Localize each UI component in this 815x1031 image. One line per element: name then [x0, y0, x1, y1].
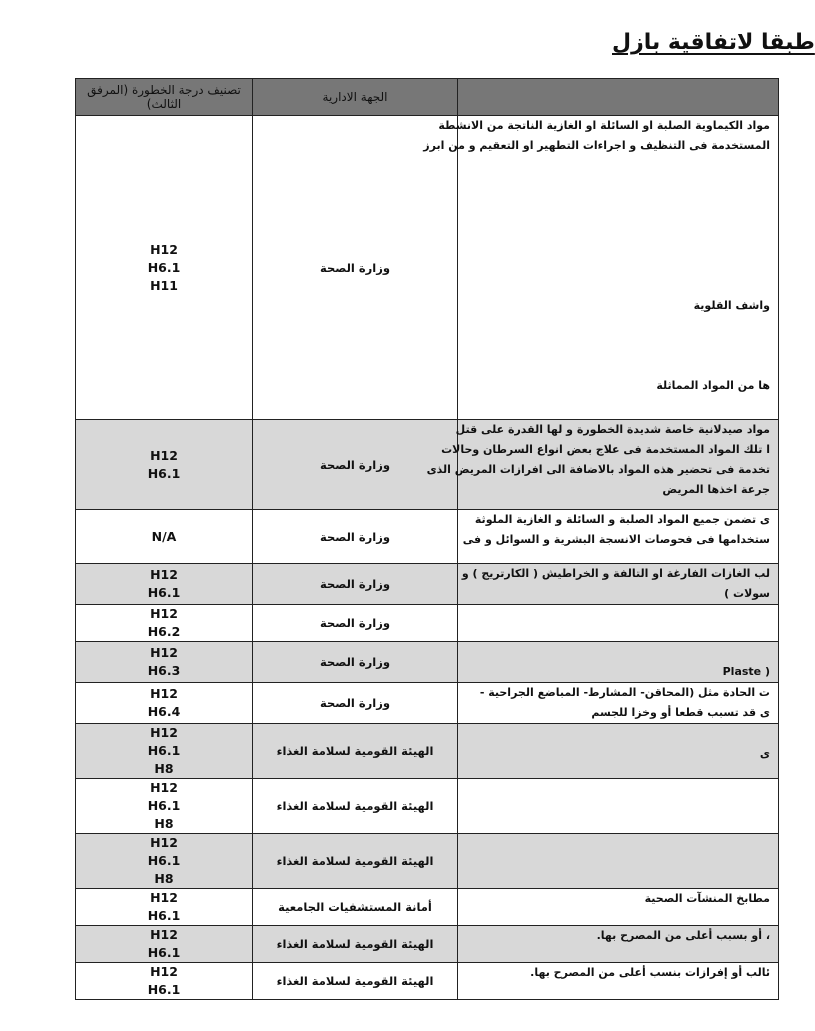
table-header-row	[76, 79, 779, 116]
waste-description-cell	[458, 564, 779, 605]
waste-description-cell	[458, 605, 779, 642]
description-line: ستخدامها فى فحوصات الانسجة البشرية و السوائل و فى	[462, 533, 770, 546]
description-line: ، أو بسبب أعلى من المصرح بها.	[596, 929, 770, 942]
description-line: ى	[759, 747, 770, 760]
administrative-authority-cell: وزارة الصحة	[253, 116, 458, 420]
hazard-code: H12	[150, 606, 178, 621]
administrative-authority-cell: الهيئة القومية لسلامة الغذاء	[253, 834, 458, 889]
hazard-classification-cell	[76, 420, 253, 510]
waste-description-cell	[458, 642, 779, 683]
waste-description-cell	[423, 116, 779, 420]
administrative-authority-cell: وزارة الصحة	[253, 420, 458, 510]
administrative-authority-cell: وزارة الصحة	[253, 564, 458, 605]
description-line	[458, 316, 778, 336]
description-line: مواد الكيماوية الصلبة او السائلة او الغازية الناتجة من الانشطة	[438, 119, 770, 132]
waste-description-cell	[458, 926, 779, 963]
hazard-code: H8	[154, 816, 174, 831]
hazard-code: H6.2	[147, 624, 181, 639]
description-line	[458, 216, 778, 236]
description-line: ا تلك المواد المستخدمة فى علاج بعض انواع السرطان وحالات	[441, 443, 770, 456]
waste-description-cell	[458, 510, 779, 564]
hazard-code: H12	[150, 964, 178, 979]
description-line: مواد صيدلانية خاصة شديدة الخطورة و لها القدرة على قتل	[455, 423, 770, 436]
description-line: ى قد تسبب قطعا أو وخزا للجسم	[591, 706, 770, 719]
hazard-classification-cell	[76, 779, 253, 834]
table-body	[76, 116, 779, 1000]
description-line	[458, 176, 778, 196]
document-title: طبقا لاتفاقية بازل	[612, 30, 815, 55]
description-line	[458, 276, 778, 296]
description-line: جرعة اخذها المريض	[662, 483, 770, 496]
table-row	[76, 642, 779, 683]
waste-description-cell	[458, 889, 779, 926]
administrative-authority-cell: أمانة المستشفيات الجامعية	[253, 889, 458, 926]
hazard-classification-cell	[76, 963, 253, 1000]
table-row	[76, 510, 779, 564]
description-line	[458, 356, 778, 376]
waste-description-cell	[458, 963, 779, 1000]
description-line: ئالب أو إفرازات بنسب أعلى من المصرح بها.	[530, 966, 770, 979]
description-line: واشف القلوية	[693, 299, 770, 312]
hazard-code: H6.1	[147, 585, 181, 600]
hazard-classification-cell	[76, 926, 253, 963]
hazard-classification-cell	[76, 605, 253, 642]
hazard-code: H6.1	[147, 982, 181, 997]
hazard-code: H12	[150, 890, 178, 905]
description-line: سولات )	[724, 587, 770, 600]
description-line	[458, 642, 778, 662]
hazard-code: H12	[150, 645, 178, 660]
hazard-code: H6.1	[147, 743, 181, 758]
description-line: ى تضمن جميع المواد الصلبة و السائلة و الغازية الملوثة	[474, 513, 770, 526]
hazard-code: H12	[150, 447, 178, 463]
hazard-code: H6.1	[147, 908, 181, 923]
hazard-classification-cell	[76, 683, 253, 724]
administrative-authority-cell: وزارة الصحة	[253, 510, 458, 564]
hazardous-waste-table	[75, 78, 779, 1000]
hazard-classification-cell	[76, 642, 253, 683]
hazard-classification-cell	[76, 724, 253, 779]
hazard-code: H6.1	[147, 465, 181, 481]
hazard-code: H8	[154, 761, 174, 776]
hazard-code: H6.1	[147, 853, 181, 868]
description-line: المستخدمة فى التنظيف و اجراءات التطهير او التعقيم و من ابرز	[423, 139, 770, 152]
table-row	[76, 779, 779, 834]
waste-description-cell	[458, 834, 779, 889]
description-line	[458, 336, 778, 356]
administrative-authority-cell: الهيئة القومية لسلامة الغذاء	[253, 963, 458, 1000]
description-line	[458, 724, 778, 744]
description-line	[458, 156, 778, 176]
header-administrative-authority: الجهة الادارية	[253, 79, 458, 116]
hazard-classification-cell	[76, 564, 253, 605]
table-row	[76, 724, 779, 779]
header-description	[458, 79, 779, 116]
table-row	[76, 889, 779, 926]
waste-description-cell	[426, 420, 779, 510]
waste-description-cell	[458, 724, 779, 779]
hazard-code: H6.1	[147, 798, 181, 813]
hazard-code: H12	[150, 686, 178, 701]
table-row	[76, 420, 779, 510]
description-line: مطابخ المنشآت الصحية	[644, 892, 770, 905]
table-row	[76, 834, 779, 889]
description-line: ها من المواد المماثلة	[656, 379, 770, 392]
administrative-authority-cell: وزارة الصحة	[253, 683, 458, 724]
description-line: تخدمة فى تحضير هذه المواد بالاضافة الى افرازات المريض الذى	[426, 463, 770, 476]
administrative-authority-cell: الهيئة القومية لسلامة الغذاء	[253, 926, 458, 963]
description-line: لب الغازات الفارغة او التالفة و الخراطيش ( الكارتريج ) و	[461, 567, 770, 580]
hazard-code: H12	[150, 241, 178, 257]
administrative-authority-cell: وزارة الصحة	[253, 642, 458, 683]
table-row	[76, 605, 779, 642]
waste-description-cell	[458, 683, 779, 724]
hazard-code: N/A	[151, 528, 177, 544]
hazard-code: H12	[150, 835, 178, 850]
hazard-code: H12	[150, 567, 178, 582]
hazard-code: H12	[150, 725, 178, 740]
hazard-classification-cell	[76, 889, 253, 926]
hazard-code: H8	[154, 871, 174, 886]
hazard-classification-cell	[76, 834, 253, 889]
table-row	[76, 116, 779, 420]
hazard-code: H6.4	[147, 704, 181, 719]
administrative-authority-cell: الهيئة القومية لسلامة الغذاء	[253, 724, 458, 779]
description-line	[458, 236, 778, 256]
description-line: ت الحادة مثل (المحاقن- المشارط- المباضع الجراحية -	[479, 686, 770, 699]
description-line	[458, 256, 778, 276]
table-row	[76, 564, 779, 605]
table-row	[76, 963, 779, 1000]
hazard-classification-cell	[76, 510, 253, 564]
administrative-authority-cell: الهيئة القومية لسلامة الغذاء	[253, 779, 458, 834]
header-hazard-classification: تصنيف درجة الخطورة (المرفق الثالث)	[76, 79, 253, 116]
waste-description-cell	[458, 779, 779, 834]
hazard-classification-cell	[76, 116, 253, 420]
administrative-authority-cell: وزارة الصحة	[253, 605, 458, 642]
hazard-code: H11	[150, 277, 178, 293]
description-line	[458, 196, 778, 216]
hazard-code: H6.1	[147, 259, 181, 275]
description-line: ( Plaste	[722, 665, 770, 678]
hazard-code: H12	[150, 927, 178, 942]
table-row	[76, 926, 779, 963]
table-row	[76, 683, 779, 724]
hazard-code: H12	[150, 780, 178, 795]
hazard-code: H6.3	[147, 663, 181, 678]
hazard-code: H6.1	[147, 945, 181, 960]
